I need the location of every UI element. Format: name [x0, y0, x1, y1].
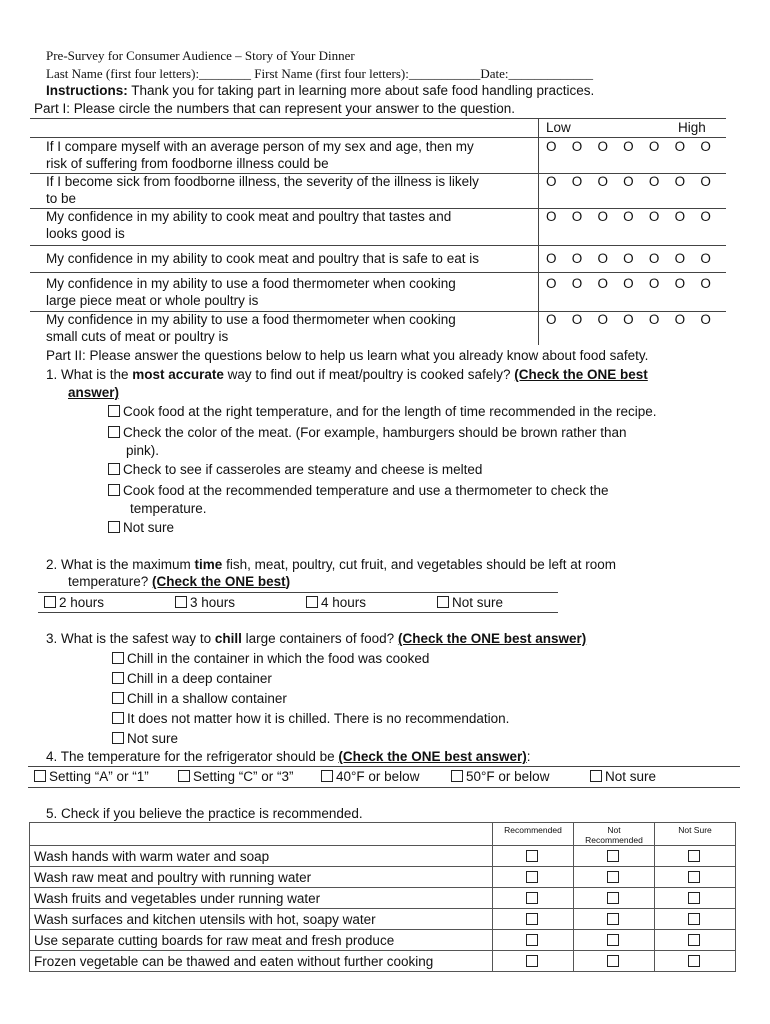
rating-option-7[interactable]: O — [700, 251, 711, 266]
q5-practice: Wash fruits and vegetables under running water — [30, 888, 493, 909]
q5-header-row — [30, 823, 736, 846]
q5-not-recommended-cell — [574, 909, 655, 930]
part1-row-divider — [30, 245, 726, 246]
rating-option-3[interactable]: O — [597, 312, 608, 327]
checkbox[interactable] — [688, 850, 700, 862]
q1-bold: most accurate — [132, 367, 224, 382]
rating-option-5[interactable]: O — [648, 174, 660, 189]
part1-table-top-border — [30, 118, 726, 119]
q5-recommended-cell — [493, 951, 574, 972]
q5-not-sure-cell — [655, 909, 736, 930]
q4-option-1[interactable] — [34, 769, 149, 784]
q3-text — [46, 631, 586, 646]
rating-scale-row-6 — [546, 312, 726, 327]
q5-practice: Wash surfaces and kitchen utensils with hot, soapy water — [30, 909, 493, 930]
q5-not-sure-cell — [655, 846, 736, 867]
q1-mid: way to find out if meat/poultry is cooked safely? — [223, 367, 515, 382]
q5-recommended-cell — [493, 909, 574, 930]
q1-prefix: 1. What is the — [46, 367, 133, 382]
q5-not-recommended-cell — [574, 930, 655, 951]
rating-option-1[interactable]: O — [546, 139, 557, 154]
q2-text-cont — [68, 574, 290, 589]
instructions-text: Thank you for taking part in learning more about safe food handling practices. — [127, 83, 595, 98]
checkbox[interactable] — [112, 672, 124, 684]
rating-scale-row-1 — [546, 139, 726, 154]
q5-not-recommended-cell — [574, 867, 655, 888]
checkbox[interactable] — [108, 426, 120, 438]
checkbox[interactable] — [306, 596, 318, 608]
checkbox[interactable] — [607, 955, 619, 967]
q3-option-2-label: Chill in a deep container — [127, 671, 272, 686]
q4-option-2-label: Setting “C” or “3” — [193, 769, 294, 784]
q4-option-1-label: Setting “A” or “1” — [49, 769, 149, 784]
checkbox[interactable] — [44, 596, 56, 608]
rating-scale-row-3 — [546, 209, 726, 224]
checkbox[interactable] — [112, 652, 124, 664]
name-date-line[interactable]: Last Name (first four letters):________ First Name (first four letters):___________Date:_____________ — [46, 66, 593, 81]
q5-not-sure-cell — [655, 888, 736, 909]
checkbox[interactable] — [321, 770, 333, 782]
part1-question-3: My confidence in my ability to cook meat and poultry that tastes and — [46, 209, 452, 224]
q3-option-3-label: Chill in a shallow container — [127, 691, 287, 706]
checkbox[interactable] — [526, 892, 538, 904]
q4-text — [46, 749, 531, 764]
q1-option-4[interactable] — [108, 483, 609, 498]
rating-option-1[interactable]: O — [546, 312, 557, 327]
q4-option-3[interactable] — [321, 769, 419, 784]
checkbox[interactable] — [607, 871, 619, 883]
q2-option-4[interactable] — [437, 595, 503, 610]
rating-option-4[interactable]: O — [623, 174, 634, 189]
rating-scale-row-4 — [546, 251, 726, 266]
q4-option-2[interactable] — [178, 769, 294, 784]
q3-bold: chill — [214, 631, 242, 646]
part1-question-5: My confidence in my ability to use a food thermometer when cooking — [46, 276, 456, 291]
rating-option-5[interactable]: O — [648, 251, 660, 266]
rating-option-6[interactable]: O — [674, 174, 686, 189]
rating-option-1[interactable]: O — [546, 174, 557, 189]
part1-question-3-cont: looks good is — [46, 226, 125, 241]
rating-option-1[interactable]: O — [546, 209, 557, 224]
checkbox[interactable] — [178, 770, 190, 782]
rating-option-2[interactable]: O — [571, 209, 583, 224]
q5-not-recommended-cell — [574, 846, 655, 867]
checkbox[interactable] — [526, 934, 538, 946]
q4-bottom-border — [28, 787, 740, 788]
q2-bottom-border — [38, 612, 558, 613]
q2-option-4-label: Not sure — [452, 595, 504, 610]
q3-option-4[interactable] — [112, 711, 509, 726]
checkbox[interactable] — [607, 913, 619, 925]
rating-option-5[interactable]: O — [648, 139, 660, 154]
q1-option-5-label: Not sure — [123, 520, 175, 535]
q3-option-1[interactable] — [112, 651, 429, 666]
part1-question-6: My confidence in my ability to use a food thermometer when cooking — [46, 312, 456, 327]
q3-option-3[interactable] — [112, 691, 287, 706]
q3-option-1-label: Chill in the container in which the food was cooked — [127, 651, 430, 666]
q4-option-5[interactable] — [590, 769, 656, 784]
q3-mid: large containers of food? — [241, 631, 398, 646]
rating-option-5[interactable]: O — [648, 276, 660, 291]
q5-practice: Wash hands with warm water and soap — [30, 846, 493, 867]
checkbox[interactable] — [607, 892, 619, 904]
q3-instruction: (Check the ONE best answer) — [397, 631, 587, 646]
checkbox[interactable] — [688, 892, 700, 904]
checkbox[interactable] — [108, 521, 120, 533]
q2-mid: fish, meat, poultry, cut fruit, and vegetables should be left at room — [222, 557, 617, 572]
q5-header-blank — [30, 823, 493, 846]
q1-option-4-cont: temperature. — [130, 501, 207, 516]
checkbox[interactable] — [451, 770, 463, 782]
q5-practice: Wash raw meat and poultry with running water — [30, 867, 493, 888]
q5-col-not-sure: Not Sure — [655, 823, 736, 846]
rating-option-7[interactable]: O — [700, 312, 711, 327]
q5-not-sure-cell — [655, 930, 736, 951]
rating-option-5[interactable]: O — [648, 209, 660, 224]
q5-recommended-cell — [493, 846, 574, 867]
q5-not-sure-cell — [655, 951, 736, 972]
q1-option-3[interactable] — [108, 462, 482, 477]
checkbox[interactable] — [112, 712, 124, 724]
q4-option-4-label: 50°F or below — [466, 769, 550, 784]
checkbox[interactable] — [607, 850, 619, 862]
q1-option-3-label: Check to see if casseroles are steamy and cheese is melted — [123, 462, 483, 477]
q3-option-5[interactable] — [112, 731, 178, 746]
part1-intro: Part I: Please circle the numbers that can represent your answer to the question. — [34, 101, 516, 116]
checkbox[interactable] — [526, 955, 538, 967]
rating-option-3[interactable]: O — [597, 174, 608, 189]
q5-col-recommended: Recommended — [493, 823, 574, 846]
q2-top-border — [38, 592, 558, 593]
part1-question-1-cont: risk of suffering from foodborne illness could be — [46, 156, 329, 171]
part1-question-2-cont: to be — [46, 191, 77, 206]
checkbox[interactable] — [590, 770, 602, 782]
rating-option-2[interactable]: O — [571, 312, 583, 327]
q4-suffix: : — [526, 749, 531, 764]
q3-option-2[interactable] — [112, 671, 272, 686]
rating-option-2[interactable]: O — [571, 251, 583, 266]
checkbox[interactable] — [526, 913, 538, 925]
part1-row-divider — [30, 208, 726, 209]
q5-not-recommended-cell — [574, 951, 655, 972]
rating-option-3[interactable]: O — [597, 139, 608, 154]
q2-option-2[interactable] — [175, 595, 235, 610]
rating-option-6[interactable]: O — [674, 209, 686, 224]
rating-option-2[interactable]: O — [571, 174, 583, 189]
q1-option-2[interactable] — [108, 425, 627, 440]
part1-question-2: If I become sick from foodborne illness, the severity of the illness is likely — [46, 174, 479, 189]
rating-option-1[interactable]: O — [546, 276, 557, 291]
rating-scale-row-2 — [546, 174, 726, 189]
checkbox[interactable] — [108, 405, 120, 417]
rating-option-1[interactable]: O — [546, 251, 557, 266]
survey-title: Pre-Survey for Consumer Audience – Story of Your Dinner — [46, 48, 355, 63]
q4-prefix: 4. The temperature for the refrigerator should be — [46, 749, 339, 764]
q5-text: 5. Check if you believe the practice is recommended. — [46, 806, 363, 821]
q5-col-not-recommended: Not Recommended — [574, 823, 655, 846]
q2-text — [46, 557, 616, 572]
q5-table — [29, 822, 736, 972]
q1-instruction-cont: answer) — [68, 385, 120, 400]
rating-option-4[interactable]: O — [623, 251, 634, 266]
rating-option-6[interactable]: O — [674, 139, 686, 154]
q2-bold: time — [194, 557, 223, 572]
q5-recommended-cell — [493, 888, 574, 909]
q2-option-3-label: 4 hours — [321, 595, 367, 610]
q5-row — [30, 909, 736, 930]
checkbox[interactable] — [526, 871, 538, 883]
rating-option-4[interactable]: O — [623, 139, 634, 154]
q5-row — [30, 951, 736, 972]
checkbox[interactable] — [175, 596, 187, 608]
rating-option-4[interactable]: O — [623, 209, 634, 224]
rating-option-7[interactable]: O — [700, 174, 711, 189]
checkbox[interactable] — [688, 871, 700, 883]
checkbox[interactable] — [526, 850, 538, 862]
instructions — [46, 83, 594, 98]
checkbox[interactable] — [607, 934, 619, 946]
q1-text — [46, 367, 648, 382]
q5-recommended-cell — [493, 930, 574, 951]
part1-row-divider — [30, 272, 726, 273]
checkbox[interactable] — [112, 692, 124, 704]
q4-option-5-label: Not sure — [605, 769, 657, 784]
part1-row-divider — [30, 311, 726, 312]
q1-option-5[interactable] — [108, 520, 174, 535]
q1-option-2-label: Check the color of the meat. (For example, hamburgers should be brown rather than — [123, 425, 627, 440]
q2-line2: temperature? — [68, 574, 153, 589]
part2-intro: Part II: Please answer the questions below to help us learn what you already know about food safety. — [46, 348, 649, 363]
part1-question-1: If I compare myself with an average person of my sex and age, then my — [46, 139, 474, 154]
checkbox[interactable] — [688, 913, 700, 925]
checkbox[interactable] — [34, 770, 46, 782]
q4-option-4[interactable] — [451, 769, 549, 784]
rating-option-6[interactable]: O — [674, 312, 686, 327]
part1-question-6-cont: small cuts of meat or poultry is — [46, 329, 229, 344]
instructions-label: Instructions: — [46, 83, 128, 98]
rating-option-7[interactable]: O — [700, 276, 711, 291]
q3-option-5-label: Not sure — [127, 731, 179, 746]
checkbox[interactable] — [688, 934, 700, 946]
part1-question-5-cont: large piece meat or whole poultry is — [46, 293, 259, 308]
checkbox[interactable] — [108, 484, 120, 496]
rating-option-5[interactable]: O — [648, 312, 660, 327]
q2-option-2-label: 3 hours — [190, 595, 236, 610]
q1-instruction: (Check the ONE best — [514, 367, 648, 382]
checkbox[interactable] — [688, 955, 700, 967]
rating-option-4[interactable]: O — [623, 312, 634, 327]
checkbox[interactable] — [108, 463, 120, 475]
q1-option-1-label: Cook food at the right temperature, and for the length of time recommended in the recipe. — [123, 404, 657, 419]
q5-practice: Frozen vegetable can be thawed and eaten without further cooking — [30, 951, 493, 972]
part1-table-header-border — [30, 137, 726, 138]
q2-instruction: (Check the ONE best — [152, 574, 286, 589]
q5-not-sure-cell — [655, 867, 736, 888]
q2-option-3[interactable] — [306, 595, 366, 610]
q4-top-border — [28, 766, 740, 767]
q3-prefix: 3. What is the safest way to — [46, 631, 215, 646]
rating-option-3[interactable]: O — [597, 251, 608, 266]
q4-instruction: (Check the ONE best answer) — [338, 749, 527, 764]
rating-option-2[interactable]: O — [571, 139, 583, 154]
q1-option-2-cont: pink). — [126, 443, 160, 458]
rating-option-7[interactable]: O — [700, 209, 711, 224]
q5-not-recommended-cell — [574, 888, 655, 909]
q5-row — [30, 888, 736, 909]
rating-option-6[interactable]: O — [674, 251, 686, 266]
rating-option-4[interactable]: O — [623, 276, 634, 291]
q2-option-1-label: 2 hours — [59, 595, 105, 610]
q5-row — [30, 930, 736, 951]
checkbox[interactable] — [112, 732, 124, 744]
rating-option-3[interactable]: O — [597, 276, 608, 291]
rating-scale-row-5 — [546, 276, 726, 291]
q5-row — [30, 846, 736, 867]
q4-option-3-label: 40°F or below — [336, 769, 420, 784]
q5-recommended-cell — [493, 867, 574, 888]
q5-row — [30, 867, 736, 888]
rating-option-3[interactable]: O — [597, 209, 608, 224]
q2-option-1[interactable] — [44, 595, 104, 610]
q1-option-4-label: Cook food at the recommended temperature and use a thermometer to check the — [123, 483, 609, 498]
rating-option-6[interactable]: O — [674, 276, 686, 291]
part1-question-4: My confidence in my ability to cook meat and poultry that is safe to eat is — [46, 251, 479, 266]
scale-high-label: High — [678, 120, 706, 135]
q5-practice: Use separate cutting boards for raw meat and fresh produce — [30, 930, 493, 951]
q2-prefix: 2. What is the maximum — [46, 557, 195, 572]
q1-option-1[interactable] — [108, 404, 657, 419]
part1-row-divider — [30, 173, 726, 174]
rating-option-7[interactable]: O — [700, 139, 711, 154]
checkbox[interactable] — [437, 596, 449, 608]
rating-option-2[interactable]: O — [571, 276, 583, 291]
q2-instruction-end: ) — [285, 574, 291, 589]
scale-low-label: Low — [546, 120, 571, 135]
q3-option-4-label: It does not matter how it is chilled. There is no recommendation. — [127, 711, 510, 726]
